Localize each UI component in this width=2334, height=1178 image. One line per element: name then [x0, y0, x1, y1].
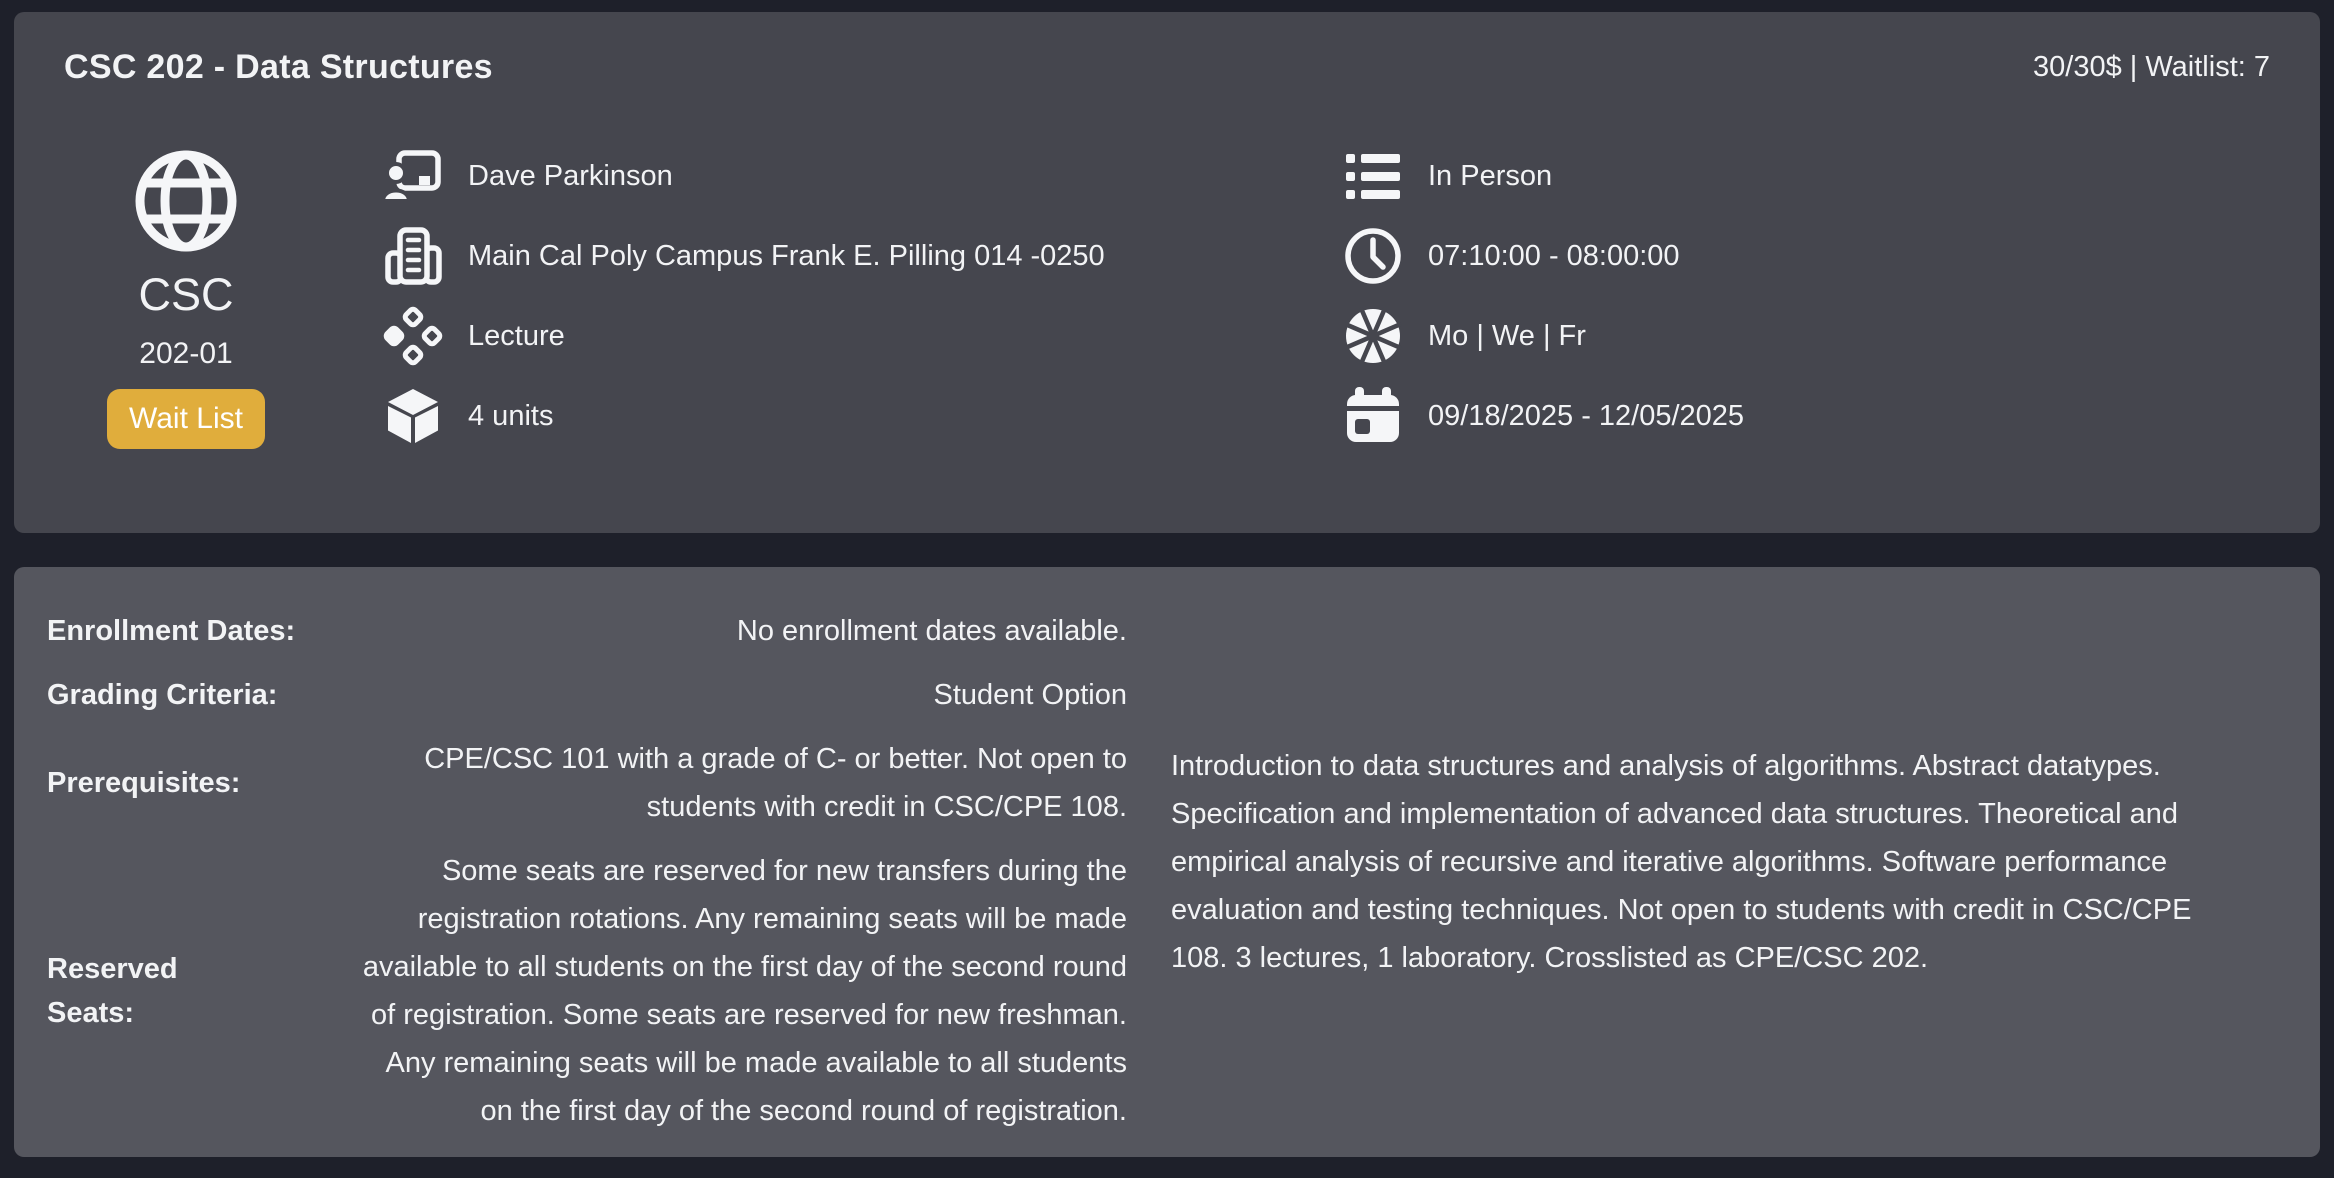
wait-list-button[interactable]: Wait List: [107, 389, 265, 449]
instructor-name: Dave Parkinson: [468, 159, 673, 192]
course-identity-column: [76, 145, 296, 449]
component-row: [382, 305, 1342, 367]
days-row: [1342, 305, 2270, 367]
calendar-icon: [1342, 385, 1404, 447]
clock-icon: [1342, 225, 1404, 287]
reserved-seats-value: Some seats are reserved for new transfers during the registration rotations. Any remaining seats will be made available to all students on the first day of the second round of registration. Some seats are reserved for new freshman. Any remaining seats will be made available to all students on the first day of the second round of registration.: [362, 855, 1127, 1127]
course-description-container: [1171, 607, 2280, 1117]
course-title: CSC 202 - Data Structures: [64, 48, 493, 86]
time-text: 07:10:00 - 08:00:00: [1428, 239, 1680, 272]
prerequisites-label: Prerequisites:: [47, 767, 241, 799]
units-row: [382, 385, 1342, 447]
reserved-seats-row: [47, 847, 1127, 1135]
course-section: 202-01: [139, 337, 233, 370]
globe-icon: [130, 145, 242, 257]
course-subject: CSC: [138, 269, 234, 320]
enrollment-dates-row: [47, 607, 1127, 655]
course-info-column-right: [1342, 145, 2270, 449]
course-card-header: [64, 48, 2270, 87]
mode-text: In Person: [1428, 159, 1553, 192]
dates-row: [1342, 385, 2270, 447]
course-info-column-left: [382, 145, 1342, 449]
course-card: [14, 12, 2320, 533]
grading-criteria-row: [47, 671, 1127, 719]
days-icon: [1342, 305, 1404, 367]
prerequisites-value: CPE/CSC 101 with a grade of C- or better. Not open to students with credit in CSC/CPE 108.: [424, 743, 1127, 823]
days-text: Mo | We | Fr: [1428, 319, 1586, 352]
course-description: Introduction to data structures and analysis of algorithms. Abstract datatypes. Specification and implementation of advanced data structures. Theoretical and empirical analysis of recursive and iterative algorithms. Software performance evaluation and testing techniques. Not open to students with credit in CSC/CPE 108. 3 lectures, 1 laboratory. Crosslisted as CPE/CSC 202.: [1171, 750, 2192, 974]
grading-criteria-value: Student Option: [933, 679, 1127, 711]
list-icon: [1342, 145, 1404, 207]
component-text: Lecture: [468, 319, 565, 352]
location-text: Main Cal Poly Campus Frank E. Pilling 014 -0250: [468, 239, 1105, 272]
building-icon: [382, 225, 444, 287]
reserved-seats-label: Reserved Seats:: [47, 953, 178, 1029]
course-card-body: [64, 145, 2270, 449]
details-table: [47, 607, 1127, 1127]
enrollment-dates-value: No enrollment dates available.: [736, 615, 1127, 647]
dates-text: 09/18/2025 - 12/05/2025: [1428, 399, 1745, 432]
instructor-row: [382, 145, 1342, 207]
units-icon: [382, 385, 444, 447]
location-row: [382, 225, 1342, 287]
instructor-icon: [382, 145, 444, 207]
grading-criteria-label: Grading Criteria:: [47, 679, 278, 711]
lecture-icon: [382, 305, 444, 367]
details-card: [14, 567, 2320, 1157]
prerequisites-row: [47, 735, 1127, 831]
units-text: 4 units: [468, 399, 554, 432]
mode-row: [1342, 145, 2270, 207]
enrollment-dates-label: Enrollment Dates:: [47, 615, 296, 647]
capacity-waitlist-text: 30/30$ | Waitlist: 7: [2033, 51, 2270, 83]
time-row: [1342, 225, 2270, 287]
